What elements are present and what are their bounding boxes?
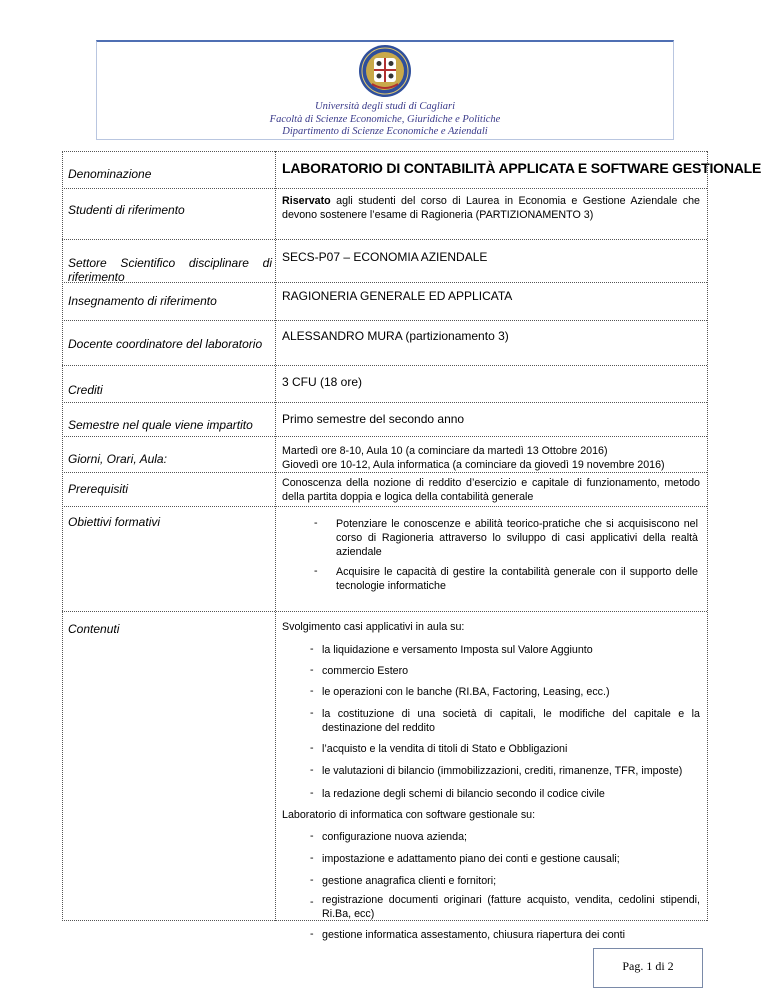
table-row-separator bbox=[62, 188, 707, 189]
label-denominazione: Denominazione bbox=[68, 167, 152, 181]
page-number: Pag. 1 di 2 bbox=[622, 959, 674, 973]
table-row-separator bbox=[62, 436, 707, 437]
list-dash: - bbox=[310, 928, 314, 940]
label-obiettivi: Obiettivi formativi bbox=[68, 515, 161, 529]
table-row-separator bbox=[62, 402, 707, 403]
list-item: Potenziare le conoscenze e abilità teorico-pratiche che si acquisiscono nel corso di Ragioneria attraverso lo sviluppo di casi applicativi della realtà aziendale bbox=[336, 518, 698, 558]
label-contenuti: Contenuti bbox=[68, 622, 120, 636]
department-name: Dipartimento di Scienze Economiche e Aziendali bbox=[282, 126, 488, 137]
list-item: impostazione e adattamento piano dei conti e gestione causali; bbox=[322, 853, 620, 865]
table-row-separator bbox=[62, 239, 707, 240]
list-item: la costituzione di una società di capitali, le modifiche del capitale e la destinazione del reddito bbox=[322, 708, 700, 734]
list-dash: - bbox=[310, 685, 314, 697]
list-dash: - bbox=[310, 764, 314, 776]
course-title: LABORATORIO DI CONTABILITÀ APPLICATA E SOFTWARE GESTIONALE bbox=[282, 160, 762, 176]
list-item: gestione anagrafica clienti e fornitori; bbox=[322, 875, 497, 887]
list-item: configurazione nuova azienda; bbox=[322, 831, 467, 843]
faculty-name: Facoltà di Scienze Economiche, Giuridiche e Politiche bbox=[269, 113, 501, 125]
list-dash: - bbox=[310, 707, 314, 719]
list-dash: - bbox=[310, 643, 314, 655]
label-crediti: Crediti bbox=[68, 383, 103, 397]
list-dash: - bbox=[310, 742, 314, 754]
table-row-separator bbox=[62, 472, 707, 473]
list-item: la liquidazione e versamento Imposta sul Valore Aggiunto bbox=[322, 644, 593, 656]
list-item: Acquisire le capacità di gestire la contabilità generale con il supporto delle tecnologie informatiche bbox=[336, 566, 698, 592]
list-dash: - bbox=[310, 852, 314, 864]
list-dash: - bbox=[310, 664, 314, 676]
value-settore: SECS-P07 – ECONOMIA AZIENDALE bbox=[282, 250, 488, 264]
table-row-separator bbox=[62, 365, 707, 366]
value-crediti: 3 CFU (18 ore) bbox=[282, 375, 363, 389]
value-giorni bbox=[282, 444, 700, 472]
studenti-text: agli studenti del corso di Laurea in Economia e Gestione Aziendale che devono sostenere l’esame di Ragioneria (PARTIZIONAMENTO 3) bbox=[282, 195, 700, 221]
label-semestre: Semestre nel quale viene impartito bbox=[68, 418, 253, 432]
value-docente: ALESSANDRO MURA (partizionamento 3) bbox=[282, 329, 509, 343]
value-prerequisiti: Conoscenza della nozione di reddito d’esercizio e capitale di funzionamento, metodo della partita doppia e logica della contabilità generale bbox=[282, 477, 700, 503]
contenuti-intro-informatica: Laboratorio di informatica con software gestionale su: bbox=[282, 809, 536, 821]
schedule-tuesday: Martedì ore 8-10, Aula 10 (a cominciare da martedì 13 Ottobre 2016) bbox=[282, 445, 608, 457]
list-dash: - bbox=[310, 896, 314, 908]
schedule-thursday: Giovedì ore 10-12, Aula informatica (a cominciare da giovedì 19 novembre 2016) bbox=[282, 459, 665, 471]
value-insegnamento: RAGIONERIA GENERALE ED APPLICATA bbox=[282, 289, 513, 303]
table-right-border bbox=[707, 151, 708, 921]
university-seal-logo bbox=[358, 44, 412, 98]
list-item: gestione informatica assestamento, chiusura riapertura dei conti bbox=[322, 929, 625, 941]
list-dash: - bbox=[314, 517, 318, 529]
list-item: la redazione degli schemi di bilancio secondo il codice civile bbox=[322, 788, 605, 800]
list-item: commercio Estero bbox=[322, 665, 409, 677]
reserved-keyword: Riservato bbox=[282, 195, 331, 207]
label-insegnamento: Insegnamento di riferimento bbox=[68, 294, 217, 308]
list-dash: - bbox=[314, 565, 318, 577]
list-item: l’acquisto e la vendita di titoli di Stato e Obbligazioni bbox=[322, 743, 568, 755]
value-studenti bbox=[282, 194, 700, 222]
letterhead-text bbox=[96, 101, 674, 139]
list-item: le operazioni con le banche (RI.BA, Factoring, Leasing, ecc.) bbox=[322, 686, 610, 698]
list-item: le valutazioni di bilancio (immobilizzazioni, crediti, rimanenze, TFR, imposte) bbox=[322, 765, 683, 777]
university-name: Università degli studi di Cagliari bbox=[314, 101, 455, 112]
table-row-separator bbox=[62, 151, 707, 152]
table-row-separator bbox=[62, 506, 707, 507]
list-dash: - bbox=[310, 787, 314, 799]
list-item: registrazione documenti originari (fatture acquisto, vendita, cedolini stipendi, Ri.Ba, ecc) bbox=[322, 894, 700, 920]
list-dash: - bbox=[310, 874, 314, 886]
table-row-separator bbox=[62, 320, 707, 321]
label-settore: Settore Scientifico disciplinare di riferimento bbox=[68, 256, 272, 284]
list-dash: - bbox=[310, 830, 314, 842]
label-prerequisiti: Prerequisiti bbox=[68, 482, 129, 496]
value-semestre: Primo semestre del secondo anno bbox=[282, 412, 465, 426]
label-docente: Docente coordinatore del laboratorio bbox=[68, 337, 263, 351]
label-studenti: Studenti di riferimento bbox=[68, 203, 185, 217]
label-giorni: Giorni, Orari, Aula: bbox=[68, 452, 167, 466]
contenuti-intro-aula: Svolgimento casi applicativi in aula su: bbox=[282, 621, 465, 633]
